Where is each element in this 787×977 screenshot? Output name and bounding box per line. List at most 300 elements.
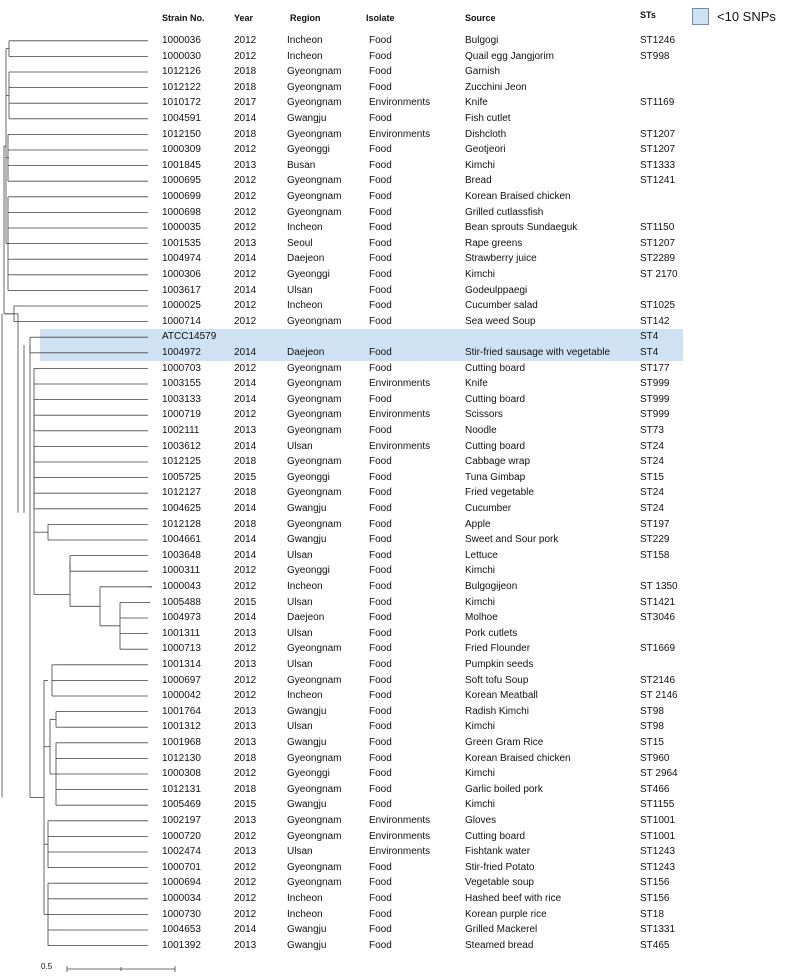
source-cell: Kimchi — [465, 565, 496, 577]
strain-cell: 1001845 — [162, 159, 201, 171]
year-cell: 2014 — [234, 549, 257, 561]
isolate-cell: Food — [369, 206, 392, 218]
source-cell: Korean Meatball — [465, 690, 538, 702]
isolate-cell: Food — [369, 596, 392, 608]
isolate-cell: Food — [369, 659, 392, 670]
year-cell: 2012 — [234, 175, 257, 187]
source-cell: Fishtank water — [465, 846, 531, 858]
st-cell: ST197 — [640, 518, 670, 530]
year-cell: 2012 — [234, 300, 257, 312]
region-cell: Gyeongnam — [287, 487, 342, 499]
source-cell: Korean purple rice — [465, 908, 547, 920]
st-cell: ST 2146 — [640, 690, 678, 702]
region-cell: Busan — [287, 159, 316, 171]
region-cell: Gyeongnam — [287, 315, 342, 327]
strain-cell: 1000036 — [162, 35, 201, 46]
region-cell: Gyeonggi — [287, 269, 330, 280]
st-cell: ST1001 — [640, 830, 676, 842]
strain-cell: 1001311 — [162, 627, 201, 639]
st-cell: ST465 — [640, 939, 670, 951]
year-cell: 2014 — [234, 924, 257, 936]
st-cell: ST960 — [640, 752, 670, 764]
source-cell: Kimchi — [465, 799, 496, 811]
year-cell: 2012 — [234, 222, 257, 234]
strain-cell: 1000694 — [162, 877, 201, 889]
source-cell: Bulgogijeon — [465, 581, 518, 592]
region-cell: Gyeongnam — [287, 425, 342, 436]
strain-cell: 1000311 — [162, 565, 201, 577]
st-cell: ST 2170 — [640, 269, 678, 280]
st-cell: ST229 — [640, 534, 670, 546]
strain-cell: 1000695 — [162, 175, 201, 187]
year-cell: 2015 — [234, 471, 257, 483]
strain-cell: 1003133 — [162, 393, 201, 405]
source-cell: Korean Braised chicken — [465, 752, 571, 764]
year-cell: 2014 — [234, 534, 257, 546]
isolate-cell: Environments — [369, 846, 431, 858]
year-cell: 2018 — [234, 487, 257, 499]
region-cell: Seoul — [287, 237, 313, 249]
st-cell: ST1207 — [640, 237, 676, 249]
strain-cell: 1012126 — [162, 66, 201, 78]
year-cell: 2018 — [234, 456, 257, 468]
st-cell: ST156 — [640, 877, 670, 889]
region-cell: Gyeongnam — [287, 674, 342, 686]
region-cell: Incheon — [287, 300, 323, 312]
strain-cell: 1012128 — [162, 518, 201, 530]
st-cell: ST998 — [640, 50, 670, 62]
isolate-cell: Food — [369, 237, 392, 249]
st-cell: ST 2964 — [640, 768, 678, 780]
strain-cell: 1012122 — [162, 81, 201, 93]
region-cell: Gyeonggi — [287, 768, 330, 780]
strain-cell: 1001764 — [162, 705, 201, 717]
strain-cell: 1002111 — [162, 425, 200, 436]
source-cell: Kimchi — [465, 596, 496, 608]
isolate-cell: Environments — [369, 378, 431, 390]
scale-bar-label: 0.5 — [41, 962, 53, 971]
source-cell: Sweet and Sour pork — [465, 534, 559, 546]
source-cell: Lettuce — [465, 549, 498, 561]
isolate-cell: Environments — [369, 830, 431, 842]
year-cell: 2013 — [234, 237, 257, 249]
source-cell: Bulgogi — [465, 35, 499, 46]
year-cell: 2012 — [234, 768, 257, 780]
isolate-cell: Food — [369, 159, 392, 171]
st-cell: ST24 — [640, 440, 664, 452]
strain-cell: 1012127 — [162, 487, 201, 499]
st-cell: ST1207 — [640, 128, 676, 140]
st-cell: ST 1350 — [640, 581, 678, 592]
isolate-cell: Food — [369, 253, 392, 265]
strain-cell: 1004625 — [162, 503, 201, 514]
strain-cell: 1000035 — [162, 222, 201, 234]
year-cell: 2012 — [234, 269, 257, 280]
region-cell: Ulsan — [287, 659, 313, 670]
year-cell: 2012 — [234, 206, 257, 218]
source-cell: Apple — [465, 518, 491, 530]
region-cell: Gyeongnam — [287, 97, 342, 109]
year-cell: 2014 — [234, 440, 257, 452]
isolate-cell: Food — [369, 799, 392, 811]
st-cell: ST1001 — [640, 815, 676, 826]
strain-cell: 1001314 — [162, 659, 201, 670]
region-cell: Ulsan — [287, 549, 313, 561]
st-cell: ST2146 — [640, 674, 676, 686]
year-cell: 2012 — [234, 144, 257, 156]
year-cell: 2014 — [234, 612, 257, 624]
year-cell: 2012 — [234, 35, 257, 46]
year-cell: 2014 — [234, 253, 257, 265]
st-cell: ST156 — [640, 893, 670, 904]
strain-cell: 1004974 — [162, 253, 201, 265]
source-cell: Cabbage wrap — [465, 456, 531, 468]
source-cell: Korean Braised chicken — [465, 191, 571, 202]
st-cell: ST1246 — [640, 35, 676, 46]
strain-cell: 1004973 — [162, 612, 201, 624]
year-cell: 2014 — [234, 503, 257, 514]
year-cell: 2012 — [234, 861, 257, 873]
year-cell: 2012 — [234, 315, 257, 327]
source-cell: Gloves — [465, 815, 497, 826]
region-cell: Gwangju — [287, 113, 327, 124]
year-cell: 2018 — [234, 128, 257, 140]
isolate-cell: Food — [369, 752, 392, 764]
strain-cell: 1004661 — [162, 534, 201, 546]
st-cell: ST1241 — [640, 175, 676, 187]
source-cell: Kimchi — [465, 721, 496, 733]
isolate-cell: Food — [369, 705, 392, 717]
region-cell: Incheon — [287, 908, 323, 920]
year-cell: 2013 — [234, 659, 257, 670]
isolate-cell: Food — [369, 627, 392, 639]
source-cell: Knife — [465, 97, 488, 109]
isolate-cell: Food — [369, 191, 392, 202]
st-cell: ST18 — [640, 908, 664, 920]
region-cell: Gyeongnam — [287, 175, 342, 187]
year-cell: 2013 — [234, 846, 257, 858]
st-cell: ST158 — [640, 549, 670, 561]
isolate-cell: Food — [369, 721, 392, 733]
isolate-cell: Food — [369, 612, 392, 624]
source-cell: Radish Kimchi — [465, 705, 529, 717]
st-cell: ST1243 — [640, 846, 676, 858]
source-cell: Zucchini Jeon — [465, 81, 527, 93]
st-cell: ST24 — [640, 487, 664, 499]
st-cell: ST24 — [640, 456, 664, 468]
st-cell: ST142 — [640, 315, 670, 327]
isolate-cell: Food — [369, 908, 392, 920]
year-cell: 2012 — [234, 893, 257, 904]
year-cell: 2014 — [234, 113, 257, 124]
strain-cell: 1000308 — [162, 768, 201, 780]
year-cell: 2013 — [234, 815, 257, 826]
year-cell: 2017 — [234, 97, 257, 109]
region-cell: Gwangju — [287, 737, 327, 748]
st-cell: ST999 — [640, 409, 670, 421]
st-cell: ST24 — [640, 503, 664, 514]
region-cell: Gyeongnam — [287, 409, 342, 421]
header-region: Region — [290, 13, 321, 23]
year-cell: 2012 — [234, 581, 257, 592]
source-cell: Kimchi — [465, 269, 496, 280]
source-cell: Godeulppaegi — [465, 284, 528, 296]
source-cell: Tuna Gimbap — [465, 471, 526, 483]
isolate-cell: Food — [369, 471, 392, 483]
year-cell: 2018 — [234, 752, 257, 764]
year-cell: 2014 — [234, 393, 257, 405]
strain-cell: 1012125 — [162, 456, 201, 468]
isolate-cell: Food — [369, 503, 392, 514]
isolate-cell: Food — [369, 534, 392, 546]
region-cell: Incheon — [287, 35, 323, 46]
isolate-cell: Food — [369, 175, 392, 187]
source-cell: Cucumber — [465, 503, 512, 514]
st-cell: ST1669 — [640, 643, 676, 655]
region-cell: Gyeongnam — [287, 783, 342, 795]
st-cell: ST1155 — [640, 799, 675, 811]
isolate-cell: Food — [369, 690, 392, 702]
year-cell: 2012 — [234, 191, 257, 202]
source-cell: Pumpkin seeds — [465, 659, 534, 670]
source-cell: Sea weed Soup — [465, 315, 536, 327]
source-cell: Kimchi — [465, 159, 496, 171]
year-cell: 2018 — [234, 66, 257, 78]
region-cell: Gyeongnam — [287, 456, 342, 468]
isolate-cell: Food — [369, 66, 392, 78]
year-cell: 2014 — [234, 378, 257, 390]
st-cell: ST15 — [640, 737, 664, 748]
st-cell: ST177 — [640, 362, 670, 374]
strain-cell: 1000306 — [162, 269, 201, 280]
strain-cell: 1002197 — [162, 815, 201, 826]
region-cell: Incheon — [287, 50, 323, 62]
source-cell: Stir-fried Potato — [465, 861, 535, 873]
year-cell: 2013 — [234, 159, 257, 171]
source-cell: Cutting board — [465, 393, 526, 405]
isolate-cell: Environments — [369, 97, 431, 109]
st-cell: ST1331 — [640, 924, 676, 936]
region-cell: Gyeongnam — [287, 877, 342, 889]
region-cell: Gwangju — [287, 924, 327, 936]
strain-cell: 1012131 — [162, 783, 201, 795]
isolate-cell: Environments — [369, 440, 431, 452]
strain-cell: 1000699 — [162, 191, 201, 202]
isolate-cell: Environments — [369, 128, 431, 140]
isolate-cell: Food — [369, 362, 392, 374]
st-cell: ST1169 — [640, 97, 675, 109]
source-cell: Molhoe — [465, 612, 498, 624]
isolate-cell: Food — [369, 347, 392, 358]
header-isolate: Isolate — [366, 13, 395, 23]
source-cell: Cutting board — [465, 830, 526, 842]
region-cell: Gyeonggi — [287, 144, 330, 156]
region-cell: Incheon — [287, 222, 323, 234]
source-cell: Geotjeori — [465, 144, 506, 156]
source-cell: Soft tofu Soup — [465, 674, 529, 686]
isolate-cell: Food — [369, 456, 392, 468]
strain-cell: 1004591 — [162, 113, 201, 124]
year-cell: 2012 — [234, 877, 257, 889]
region-cell: Gwangju — [287, 503, 327, 514]
year-cell: 2012 — [234, 908, 257, 920]
strain-cell: 1000698 — [162, 206, 201, 218]
year-cell: 2015 — [234, 799, 257, 811]
region-cell: Gyeongnam — [287, 128, 342, 140]
isolate-cell: Food — [369, 877, 392, 889]
strain-cell: 1003155 — [162, 378, 201, 390]
isolate-cell: Food — [369, 643, 392, 655]
st-cell: ST2289 — [640, 253, 676, 265]
region-cell: Gyeongnam — [287, 861, 342, 873]
source-cell: Pork cutlets — [465, 627, 518, 639]
year-cell: 2012 — [234, 362, 257, 374]
strain-cell: 1005469 — [162, 799, 201, 811]
isolate-cell: Food — [369, 50, 392, 62]
region-cell: Gyeongnam — [287, 81, 342, 93]
st-cell: ST98 — [640, 721, 664, 733]
st-cell: ST999 — [640, 393, 670, 405]
st-cell: ST3046 — [640, 612, 676, 624]
region-cell: Incheon — [287, 581, 323, 592]
region-cell: Gyeongnam — [287, 518, 342, 530]
strain-cell: 1000034 — [162, 893, 201, 904]
isolate-cell: Food — [369, 783, 392, 795]
year-cell: 2018 — [234, 518, 257, 530]
header-st: STs — [640, 10, 656, 20]
isolate-cell: Food — [369, 893, 392, 904]
isolate-cell: Food — [369, 81, 392, 93]
isolate-cell: Food — [369, 284, 392, 296]
year-cell: 2014 — [234, 284, 257, 296]
source-cell: Bread — [465, 175, 492, 187]
isolate-cell: Food — [369, 939, 392, 951]
region-cell: Gyeongnam — [287, 191, 342, 202]
source-cell: Hashed beef with rice — [465, 893, 562, 904]
isolate-cell: Food — [369, 924, 392, 936]
st-cell: ST4 — [640, 347, 659, 358]
strain-cell: 1004653 — [162, 924, 201, 936]
region-cell: Gyeongnam — [287, 643, 342, 655]
source-cell: Fried Flounder — [465, 643, 531, 655]
region-cell: Gyeongnam — [287, 206, 342, 218]
source-cell: Cutting board — [465, 440, 526, 452]
isolate-cell: Food — [369, 144, 392, 156]
strain-cell: 1000309 — [162, 144, 201, 156]
st-cell: ST466 — [640, 783, 670, 795]
year-cell: 2018 — [234, 783, 257, 795]
isolate-cell: Food — [369, 315, 392, 327]
region-cell: Gyeongnam — [287, 362, 342, 374]
source-cell: Steamed bread — [465, 939, 534, 951]
source-cell: Strawberry juice — [465, 253, 537, 265]
st-cell: ST4 — [640, 331, 659, 343]
isolate-cell: Food — [369, 861, 392, 873]
strain-cell: 1000701 — [162, 861, 201, 873]
source-cell: Scissors — [465, 409, 503, 421]
strain-cell: 1001392 — [162, 939, 201, 951]
year-cell: 2012 — [234, 674, 257, 686]
source-cell: Knife — [465, 378, 488, 390]
year-cell: 2013 — [234, 737, 257, 748]
isolate-cell: Food — [369, 113, 392, 124]
region-cell: Gwangju — [287, 534, 327, 546]
strain-cell: 1000713 — [162, 643, 201, 655]
year-cell: 2012 — [234, 690, 257, 702]
isolate-cell: Food — [369, 425, 392, 436]
legend-label: <10 SNPs — [717, 9, 776, 24]
source-cell: Stir-fried sausage with vegetable — [465, 347, 611, 358]
region-cell: Gyeongnam — [287, 66, 342, 78]
source-cell: Fish cutlet — [465, 113, 511, 124]
year-cell: 2013 — [234, 627, 257, 639]
strain-cell: ATCC14579 — [162, 331, 217, 343]
region-cell: Ulsan — [287, 284, 313, 296]
strain-cell: 1000043 — [162, 581, 201, 592]
strain-cell: 1003617 — [162, 284, 201, 296]
strain-cell: 1000714 — [162, 315, 201, 327]
isolate-cell: Food — [369, 674, 392, 686]
source-cell: Green Gram Rice — [465, 737, 544, 748]
year-cell: 2013 — [234, 705, 257, 717]
region-cell: Gyeonggi — [287, 471, 330, 483]
region-cell: Gyeongnam — [287, 815, 342, 826]
strain-cell: 1003612 — [162, 440, 201, 452]
strain-cell: 1010172 — [162, 97, 201, 109]
source-cell: Grilled cutlassfish — [465, 206, 544, 218]
year-cell: 2012 — [234, 409, 257, 421]
region-cell: Gwangju — [287, 705, 327, 717]
source-cell: Cutting board — [465, 362, 526, 374]
strain-cell: 1005488 — [162, 596, 201, 608]
region-cell: Gyeongnam — [287, 830, 342, 842]
region-cell: Gyeongnam — [287, 378, 342, 390]
source-cell: Dishcloth — [465, 128, 507, 140]
isolate-cell: Food — [369, 518, 392, 530]
strain-cell: 1003648 — [162, 549, 201, 561]
isolate-cell: Food — [369, 300, 392, 312]
year-cell: 2013 — [234, 939, 257, 951]
region-cell: Incheon — [287, 893, 323, 904]
isolate-cell: Food — [369, 768, 392, 780]
year-cell: 2012 — [234, 643, 257, 655]
st-cell: ST1333 — [640, 159, 676, 171]
isolate-cell: Food — [369, 581, 392, 592]
year-cell: 2018 — [234, 81, 257, 93]
legend-swatch — [692, 8, 709, 25]
strain-cell: 1001968 — [162, 737, 201, 748]
isolate-cell: Food — [369, 269, 392, 280]
source-cell: Garnish — [465, 66, 501, 78]
st-cell: ST999 — [640, 378, 670, 390]
st-cell: ST15 — [640, 471, 664, 483]
source-cell: Garlic boiled pork — [465, 783, 543, 795]
strain-cell: 1000730 — [162, 908, 201, 920]
source-cell: Bean sprouts Sundaeguk — [465, 222, 578, 234]
year-cell: 2014 — [234, 347, 257, 358]
st-cell: ST1243 — [640, 861, 676, 873]
year-cell: 2015 — [234, 596, 257, 608]
year-cell: 2012 — [234, 50, 257, 62]
st-cell: ST1025 — [640, 300, 676, 312]
region-cell: Gyeonggi — [287, 565, 330, 577]
isolate-cell: Food — [369, 222, 392, 234]
region-cell: Ulsan — [287, 721, 313, 733]
strain-cell: 1000703 — [162, 362, 201, 374]
strain-cell: 1012150 — [162, 128, 201, 140]
st-cell: ST1150 — [640, 222, 675, 234]
isolate-cell: Food — [369, 35, 392, 46]
